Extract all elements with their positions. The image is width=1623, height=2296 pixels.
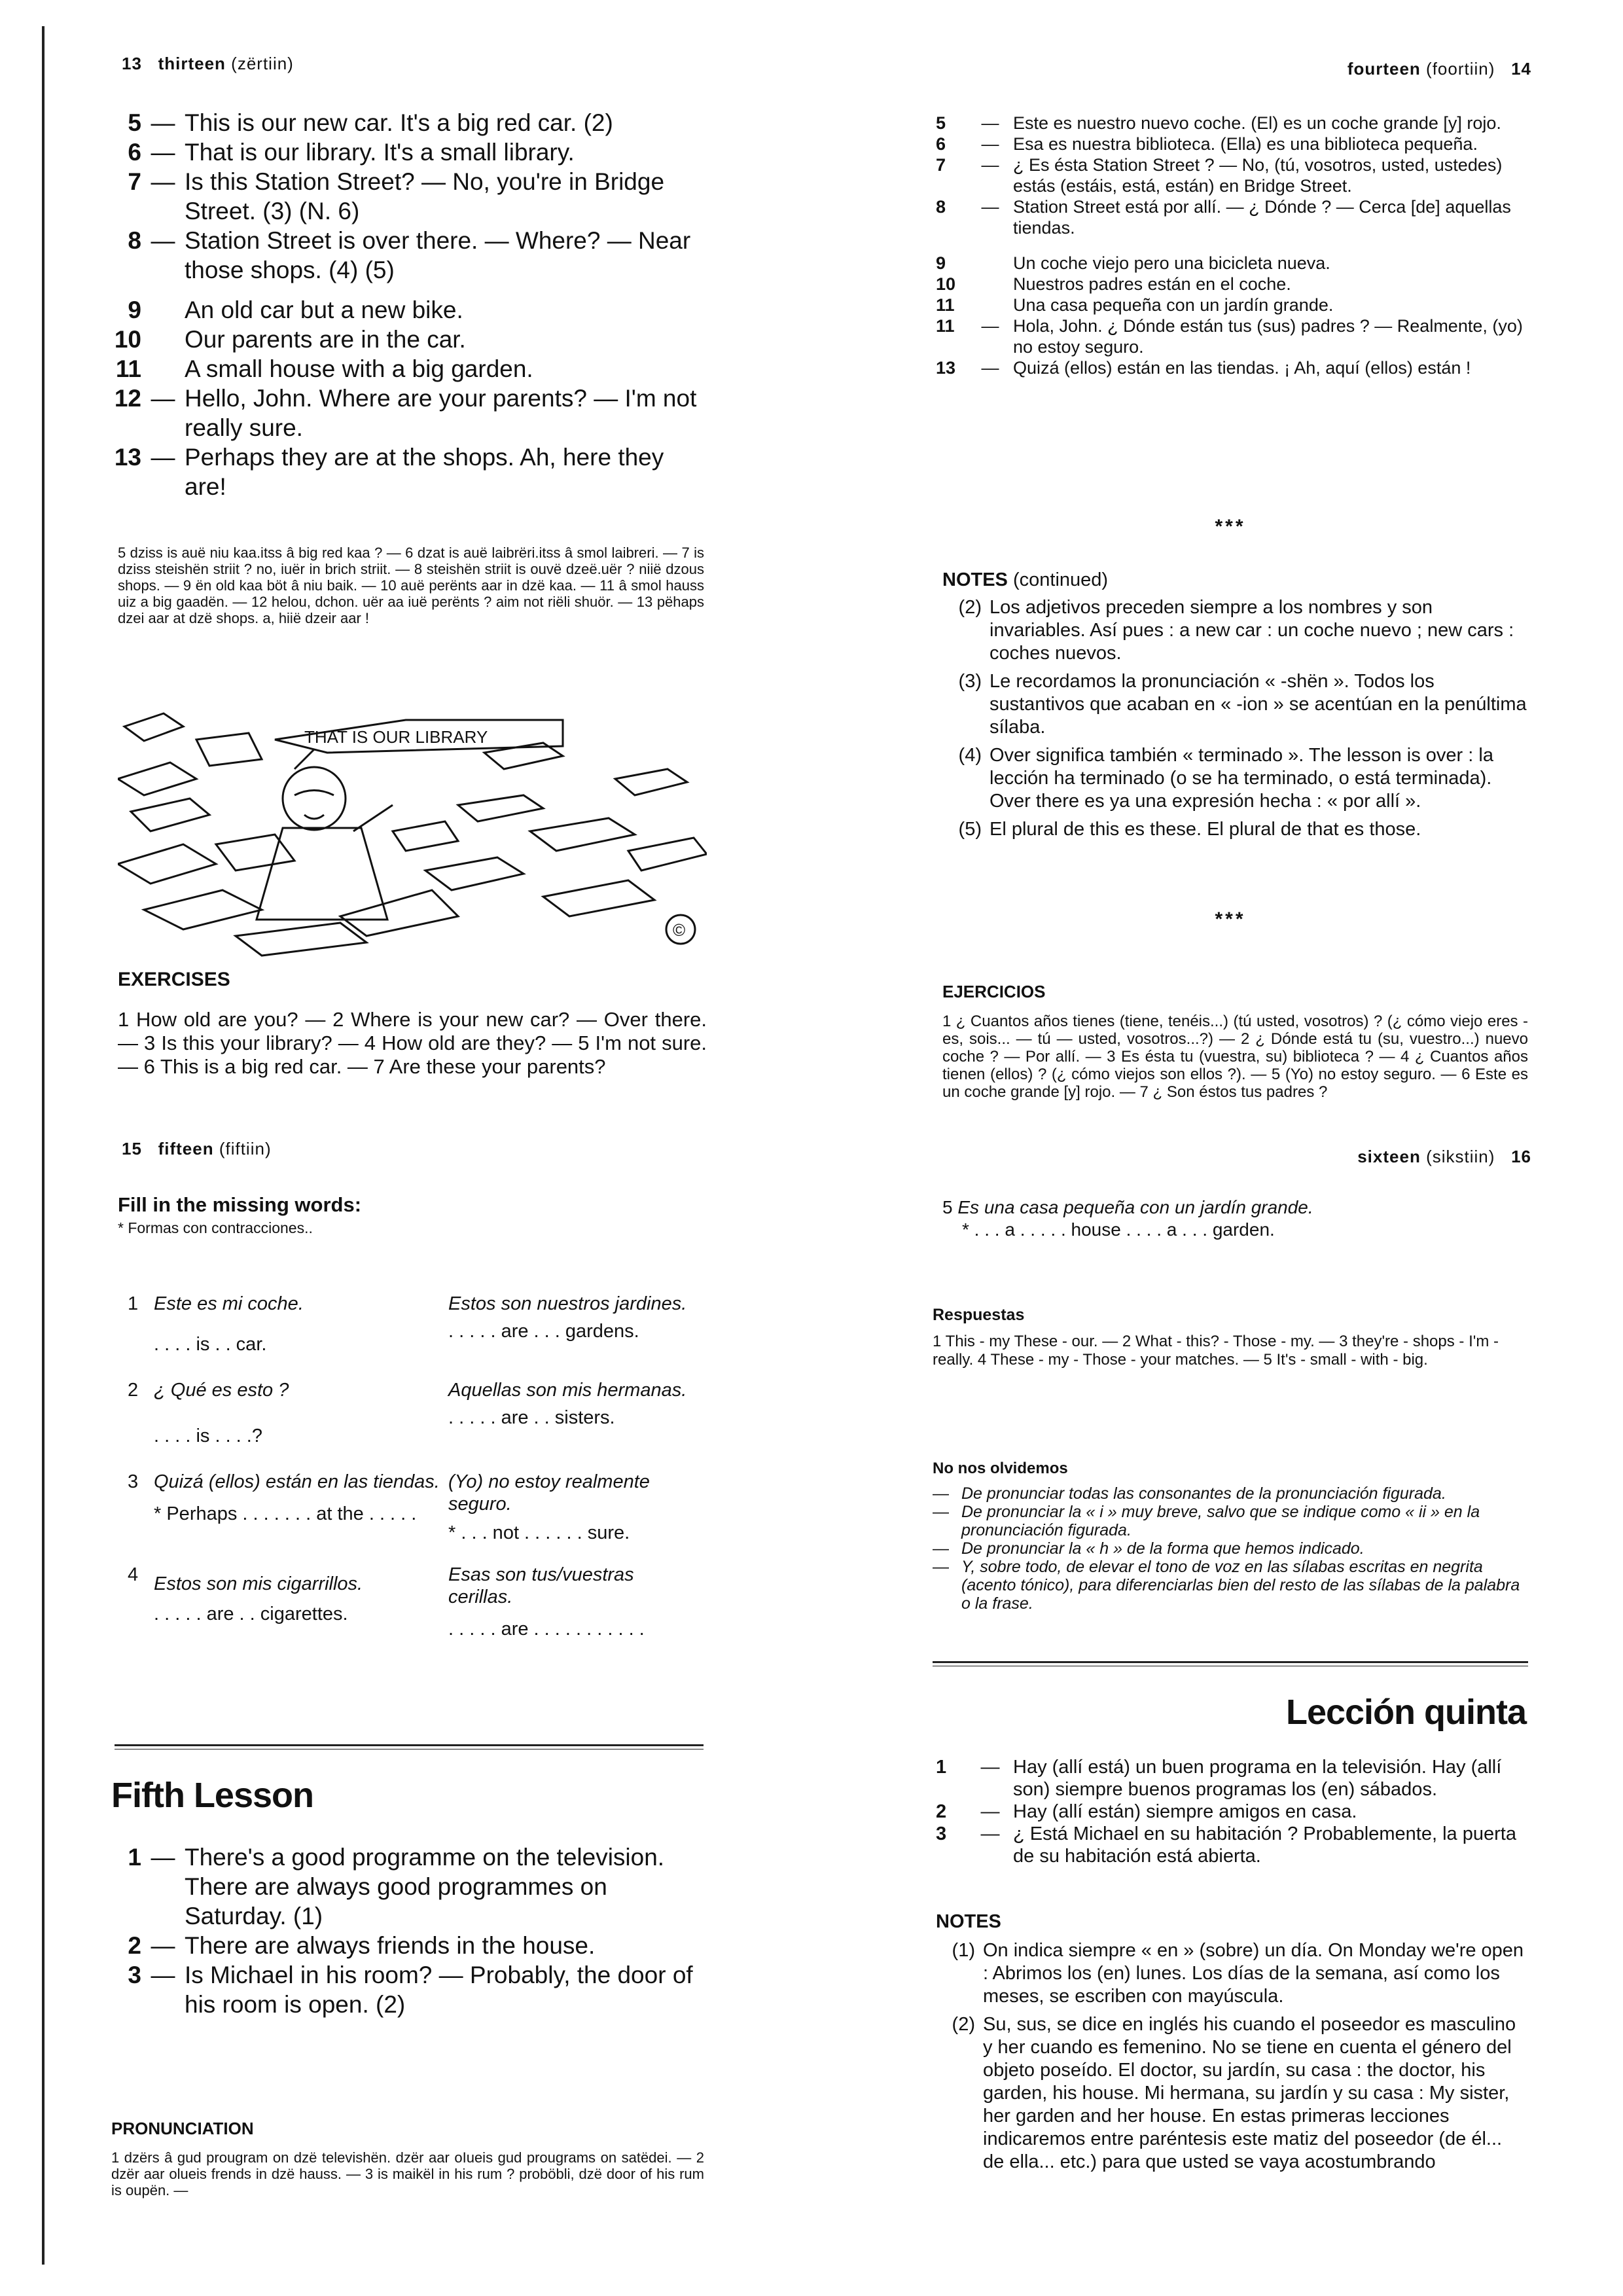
lesson-lines-en bbox=[98, 108, 707, 501]
es-text: Es una casa pequeña con un jardín grande. bbox=[957, 1197, 1313, 1217]
line-text: Perhaps they are at the shops. Ah, here they are! bbox=[185, 444, 664, 500]
line-text: Is Michael in his room? — Probably, the door of his room is open. (2) bbox=[185, 1962, 693, 2018]
page-14-header bbox=[1347, 59, 1531, 79]
line-10 bbox=[936, 274, 1528, 295]
en-b: . . . . . are . . . . . . . . . . . bbox=[448, 1619, 645, 1640]
en-text: * . . . a . . . . . house . . . . a . . . garden. bbox=[962, 1219, 1275, 1240]
line-dash: — bbox=[151, 168, 175, 195]
stars-divider: *** bbox=[1215, 516, 1246, 537]
page-word: fifteen bbox=[158, 1139, 214, 1158]
line-num: 12 bbox=[114, 385, 141, 412]
line-text: That is our library. It's a small library. bbox=[185, 139, 575, 166]
line-num: 5 bbox=[128, 109, 141, 136]
line-num: 11 bbox=[936, 295, 955, 315]
note-num: (4) bbox=[958, 745, 982, 766]
exercises-text: 1 How old are you? — 2 Where is your new car? — Over there. — 3 Is this your library? — 4 How old are they? — 5 I'm not sure. — 6 This is a big red car. — 7 Are these your parents? bbox=[118, 1008, 707, 1078]
respuestas-text: 1 This - my These - our. — 2 What - this? - Those - my. — 3 they're - shops - I'm - really. 4 These - my - Those - your matches. — 5 It's - small - with - big. bbox=[933, 1333, 1499, 1369]
leccion-quinta-title: Lección quinta bbox=[1285, 1693, 1526, 1732]
en-b: . . . . . are . . sisters. bbox=[448, 1407, 615, 1428]
item-num: 1 bbox=[128, 1293, 139, 1314]
line-num: 11 bbox=[936, 316, 955, 336]
line-text: There are always friends in the house. bbox=[185, 1932, 596, 1959]
dash: — bbox=[933, 1503, 949, 1521]
line-num: 7 bbox=[128, 168, 141, 195]
line-dash: — bbox=[151, 139, 175, 166]
stars-divider: *** bbox=[1215, 908, 1246, 930]
note-text: On indica siempre « en » (sobre) un día. On Monday we're open : Abrimos los (en) lunes. Los días de la semana, así como los meses, se escriben con mayúscula. bbox=[983, 1940, 1524, 2007]
line-num: 2 bbox=[936, 1801, 947, 1822]
line-text: Hello, John. Where are your parents? — I'm not really sure. bbox=[185, 385, 697, 441]
line-dash bbox=[967, 253, 1013, 274]
fill-in-5 bbox=[942, 1196, 1528, 1241]
line-text: There's a good programme on the television. There are always good programmes on Saturday. (1) bbox=[185, 1844, 665, 1929]
line-text: Una casa pequeña con un jardín grande. bbox=[1013, 295, 1334, 315]
line-text: Station Street está por allí. — ¿ Dónde ? — Cerca [de] aquellas tiendas. bbox=[1013, 197, 1511, 238]
section-divider bbox=[115, 1744, 704, 1749]
section-divider bbox=[933, 1661, 1528, 1666]
fifth-lesson-title: Fifth Lesson bbox=[111, 1776, 313, 1815]
item-num: 5 bbox=[942, 1197, 953, 1217]
fill-in-row bbox=[128, 1293, 704, 1355]
es-a: Estos son mis cigarrillos. bbox=[154, 1573, 363, 1594]
line-dash: — bbox=[151, 227, 175, 254]
note-text: Los adjetivos preceden siempre a los nombres y son invariables. Así pues : a new car : un coche nuevo ; new cars : coches nuevos. bbox=[990, 597, 1514, 664]
note-text: Le recordamos la pronunciación « -shën ». Todos los sustantivos que acaban en « -ion » se acentúan en la penúltima sílaba. bbox=[990, 671, 1527, 738]
speech-bubble-text: THAT IS OUR LIBRARY bbox=[304, 727, 488, 747]
line-text: Esa es nuestra biblioteca. (Ella) es una biblioteca pequeña. bbox=[1013, 134, 1478, 154]
exercises bbox=[118, 969, 707, 1079]
line-dash bbox=[967, 295, 1013, 315]
note-num: (2) bbox=[958, 597, 982, 618]
line-13 bbox=[936, 357, 1528, 378]
page-pron: (zërtiin) bbox=[231, 54, 294, 73]
line-text: This is our new car. It's a big red car. (2) bbox=[185, 109, 613, 136]
es-b: (Yo) no estoy realmente seguro. bbox=[448, 1471, 650, 1515]
item-num: 2 bbox=[128, 1380, 139, 1401]
line-dash: — bbox=[981, 197, 999, 217]
page-number: 16 bbox=[1511, 1147, 1531, 1166]
library-illustration bbox=[118, 700, 707, 962]
line-9 bbox=[936, 253, 1528, 274]
line-num: 9 bbox=[936, 253, 946, 273]
fill-in-subtitle: * Formas con contracciones.. bbox=[118, 1219, 313, 1236]
reminder-text: De pronunciar la « i » muy breve, salvo que se indique como « ii » en la pronunciación figurada. bbox=[961, 1503, 1480, 1539]
line-6 bbox=[98, 137, 707, 167]
ejercicios bbox=[942, 982, 1528, 1101]
line-text: Hay (allí está) un buen programa en la televisión. Hay (allí son) siempre buenos programas los (en) sábados. bbox=[1013, 1757, 1502, 1800]
line-num: 9 bbox=[128, 296, 141, 323]
note-num: (2) bbox=[952, 2014, 975, 2035]
fifth-pronunciation bbox=[111, 2119, 704, 2198]
left-margin-rule bbox=[42, 26, 45, 2265]
ejercicios-text: 1 ¿ Cuantos años tienes (tiene, tenéis...) (tú usted, vosotros) ? (¿ cómo viejo eres -es, sois... — tú — usted, vosotros...?) — 2 ¿ Dónde está tu (su, vuestro...) nuevo coche ? — Por allí. — 3 Es ésta tu (vuestra, su) biblioteca ? — 4 ¿ Cuantos años tienen (ellos) ? (¿ cómo viejos son ellos ?). — 5 (Yo) no estoy seguro. — 6 Este es un coche grande [y] rojo. — 7 ¿ Son éstos tus padres ? bbox=[942, 1013, 1528, 1101]
line-dash bbox=[141, 325, 185, 354]
line-8 bbox=[936, 196, 1528, 238]
no-olvidemos-title: No nos olvidemos bbox=[933, 1460, 1068, 1477]
dash: — bbox=[933, 1484, 949, 1503]
leccion-quinta-lines bbox=[936, 1756, 1528, 1867]
cartoon-drawing bbox=[118, 700, 707, 962]
line-2 bbox=[98, 1931, 707, 1960]
reminder-item bbox=[933, 1503, 1528, 1539]
line-dash bbox=[141, 295, 185, 325]
item-num: 4 bbox=[128, 1564, 139, 1585]
reminder-item bbox=[933, 1539, 1528, 1558]
fill-in-row bbox=[128, 1564, 704, 1643]
fifth-lesson-lines bbox=[98, 1842, 707, 2019]
line-5 bbox=[98, 108, 707, 137]
line-dash: — bbox=[981, 155, 999, 175]
line-12 bbox=[98, 384, 707, 442]
respuestas-title: Respuestas bbox=[933, 1306, 1025, 1324]
line-5 bbox=[936, 113, 1528, 134]
line-text: Hay (allí están) siempre amigos en casa. bbox=[1013, 1801, 1357, 1822]
line-text: Station Street is over there. — Where? — Near those shops. (4) (5) bbox=[185, 227, 691, 283]
page-13-header bbox=[122, 54, 294, 74]
ejercicios-title: EJERCICIOS bbox=[942, 982, 1046, 1001]
line-num: 8 bbox=[936, 197, 946, 217]
page-number: 15 bbox=[122, 1139, 142, 1158]
notes-suffix: (continued) bbox=[1012, 569, 1109, 590]
page-number: 14 bbox=[1511, 59, 1531, 79]
fill-in-table bbox=[128, 1293, 704, 1643]
line-num: 2 bbox=[128, 1932, 141, 1959]
reminder-item bbox=[933, 1558, 1528, 1613]
line-13 bbox=[98, 442, 707, 501]
line-num: 10 bbox=[936, 274, 956, 294]
exercises-title: EXERCISES bbox=[118, 969, 230, 990]
line-10 bbox=[98, 325, 707, 354]
line-num: 3 bbox=[128, 1962, 141, 1988]
es-a: ¿ Qué es esto ? bbox=[154, 1380, 289, 1401]
line-dash bbox=[967, 274, 1013, 295]
page-15-header bbox=[122, 1139, 272, 1159]
page-pron: (foortiin) bbox=[1426, 59, 1495, 79]
line-num: 3 bbox=[936, 1823, 947, 1844]
pronunciation-text: 1 dzërs â gud prougram on dzë televishën. dzër aar oIueis gud prougrams on satëdei. — 2 dzër aar olueis frends in dzë hauss. — 3 is maikël in his rum ? proböbli, dzë door of his rum is oupën. — bbox=[111, 2149, 704, 2198]
page-16-header bbox=[1357, 1147, 1531, 1167]
line-text: ¿ Está Michael en su habitación ? Probablemente, la puerta de su habitación está abierta. bbox=[1013, 1823, 1516, 1867]
reminder-text: De pronunciar la « h » de la forma que hemos indicado. bbox=[961, 1539, 1364, 1558]
line-dash: — bbox=[151, 1932, 175, 1959]
line-1 bbox=[936, 1756, 1528, 1801]
line-dash: — bbox=[151, 1844, 175, 1871]
line-dash: — bbox=[151, 1962, 175, 1988]
line-text: Quizá (ellos) están en las tiendas. ¡ Ah, aquí (ellos) están ! bbox=[1013, 358, 1471, 378]
note-num: (5) bbox=[958, 819, 982, 840]
note-item bbox=[942, 596, 1528, 665]
line-num: 5 bbox=[936, 113, 946, 133]
line-dash: — bbox=[980, 1801, 1000, 1822]
line-1 bbox=[98, 1842, 707, 1931]
line-3 bbox=[98, 1960, 707, 2019]
notes-5 bbox=[936, 1911, 1528, 2179]
line-11 bbox=[936, 295, 1528, 315]
notes-heading bbox=[942, 569, 1528, 591]
line-dash: — bbox=[980, 1823, 1000, 1844]
note-text: El plural de this es these. El plural de that es those. bbox=[990, 819, 1421, 840]
fill-in-row bbox=[128, 1471, 704, 1544]
en-a: . . . . is . . . .? bbox=[154, 1426, 262, 1446]
line-num: 13 bbox=[936, 358, 956, 378]
reminder-text: Y, sobre todo, de elevar el tono de voz en las sílabas escritas en negrita (acento tónico), para diferenciarlas bien del resto de las sílabas de la palabra o la frase. bbox=[961, 1558, 1520, 1613]
page-pron: (sikstiin) bbox=[1426, 1147, 1495, 1166]
line-11 bbox=[98, 354, 707, 384]
line-9 bbox=[98, 295, 707, 325]
page-word: fourteen bbox=[1347, 59, 1421, 79]
dash: — bbox=[933, 1539, 949, 1558]
line-num: 10 bbox=[114, 326, 141, 353]
es-a: Quizá (ellos) están en las tiendas. bbox=[154, 1471, 440, 1492]
line-text: An old car but a new bike. bbox=[185, 296, 463, 323]
item-num: 3 bbox=[128, 1471, 139, 1492]
fill-in-section bbox=[118, 1193, 707, 1237]
no-olvidemos bbox=[933, 1460, 1528, 1613]
note-item bbox=[936, 1939, 1528, 2008]
line-num: 13 bbox=[114, 444, 141, 471]
line-dash: — bbox=[151, 444, 175, 471]
line-2 bbox=[936, 1801, 1528, 1823]
page-word: thirteen bbox=[158, 54, 226, 73]
note-item bbox=[942, 670, 1528, 739]
line-num: 11 bbox=[115, 355, 141, 382]
es-b: Aquellas son mis hermanas. bbox=[448, 1380, 687, 1401]
line-text: Our parents are in the car. bbox=[185, 326, 466, 353]
pronunciation-title: PRONUNCIATION bbox=[111, 2119, 254, 2138]
line-dash: — bbox=[981, 316, 999, 336]
line-dash bbox=[141, 354, 185, 384]
line-num: 1 bbox=[936, 1757, 947, 1778]
line-text: Hola, John. ¿ Dónde están tus (sus) padres ? — Realmente, (yo) no estoy seguro. bbox=[1013, 316, 1523, 357]
dash: — bbox=[933, 1558, 949, 1576]
line-7 bbox=[98, 167, 707, 226]
line-dash: — bbox=[151, 385, 175, 412]
notes-title: NOTES bbox=[942, 569, 1008, 590]
en-b: * . . . not . . . . . . sure. bbox=[448, 1522, 630, 1543]
page-pron: (fiftiin) bbox=[219, 1139, 272, 1158]
note-num: (1) bbox=[952, 1940, 975, 1961]
pronunciation-top: 5 dziss is auë niu kaa.itss â big red kaa ? — 6 dzat is auë laibrëri.itss â smol laibreri. — 7 is dziss steishën striit ? no, iuër in brich striit. — 8 steishën striit is ouvë dzeë.uër ? niië dzous shops. — 9 ën old kaa böt â niu baik. — 10 auë perënts aar in dzë kaa. — 11 â smol hauss uiz a big gaadën. — 12 helou, dchon. uër aa iuë perënts ? aim not riëli shuör. — 13 pëhaps dzei aar at dzë shops. a, hiië dzeir aar ! bbox=[118, 545, 704, 626]
lesson-lines-es bbox=[936, 113, 1528, 378]
fill-in-row bbox=[128, 1379, 704, 1447]
page-number: 13 bbox=[122, 54, 142, 73]
line-dash: — bbox=[980, 1757, 1000, 1778]
note-item bbox=[942, 744, 1528, 813]
fill-in-title: Fill in the missing words: bbox=[118, 1193, 362, 1216]
line-text: Un coche viejo pero una bicicleta nueva. bbox=[1013, 253, 1330, 273]
line-text: Nuestros padres están en el coche. bbox=[1013, 274, 1291, 294]
line-num: 7 bbox=[936, 155, 946, 175]
note-text: Over significa también « terminado ». The lesson is over : la lección ha terminado (o se ha terminado, o está terminada). Over there es ya una expresión hecha : « por allí ». bbox=[990, 745, 1493, 812]
line-dash: — bbox=[981, 358, 999, 378]
respuestas bbox=[933, 1306, 1528, 1369]
line-num: 6 bbox=[936, 134, 946, 154]
note-item bbox=[936, 2013, 1528, 2174]
line-7 bbox=[936, 154, 1528, 196]
line-6 bbox=[936, 134, 1528, 154]
line-text: Este es nuestro nuevo coche. (El) es un coche grande [y] rojo. bbox=[1013, 113, 1501, 133]
es-b: Esas son tus/vuestras cerillas. bbox=[448, 1564, 634, 1607]
page-word: sixteen bbox=[1357, 1147, 1421, 1166]
note-num: (3) bbox=[958, 671, 982, 692]
reminder-item bbox=[933, 1484, 1528, 1503]
line-3 bbox=[936, 1823, 1528, 1867]
en-a: * Perhaps . . . . . . . at the . . . . . bbox=[154, 1503, 417, 1524]
notes-continued bbox=[942, 569, 1528, 846]
en-b: . . . . . are . . . gardens. bbox=[448, 1321, 639, 1342]
reminder-text: De pronunciar todas las consonantes de la pronunciación figurada. bbox=[961, 1484, 1446, 1503]
line-8 bbox=[98, 226, 707, 285]
notes-title: NOTES bbox=[936, 1911, 1001, 1932]
note-item bbox=[942, 818, 1528, 841]
line-num: 1 bbox=[128, 1844, 141, 1871]
line-text: Is this Station Street? — No, you're in Bridge Street. (3) (N. 6) bbox=[185, 168, 665, 224]
line-dash: — bbox=[151, 109, 175, 136]
line-num: 8 bbox=[128, 227, 141, 254]
line-12 bbox=[936, 315, 1528, 357]
copyright-mark: © bbox=[673, 920, 686, 940]
note-text: Su, sus, se dice en inglés his cuando el poseedor es masculino y her cuando es femenino. No se tiene en cuenta el género del objeto poseído. El doctor, su jardín, su casa : the doctor, his garden, his house. Mi hermana, su jardín y su casa : My sister, her garden and her house. En estas primeras lecciones indicaremos entre paréntesis este matiz del poseedor (de él... de ella... etc.) para que usted se vaya acostumbrando bbox=[983, 2014, 1516, 2172]
line-dash: — bbox=[981, 134, 999, 154]
en-a: . . . . . are . . cigarettes. bbox=[154, 1604, 348, 1624]
line-text: A small house with a big garden. bbox=[185, 355, 533, 382]
line-num: 6 bbox=[128, 139, 141, 166]
en-a: . . . . is . . car. bbox=[154, 1334, 267, 1355]
es-a: Este es mi coche. bbox=[154, 1293, 304, 1314]
line-dash: — bbox=[981, 113, 999, 133]
es-b: Estos son nuestros jardines. bbox=[448, 1293, 687, 1314]
line-text: ¿ Es ésta Station Street ? — No, (tú, vosotros, usted, ustedes) estás (estáis, está, están) en Bridge Street. bbox=[1013, 155, 1503, 196]
